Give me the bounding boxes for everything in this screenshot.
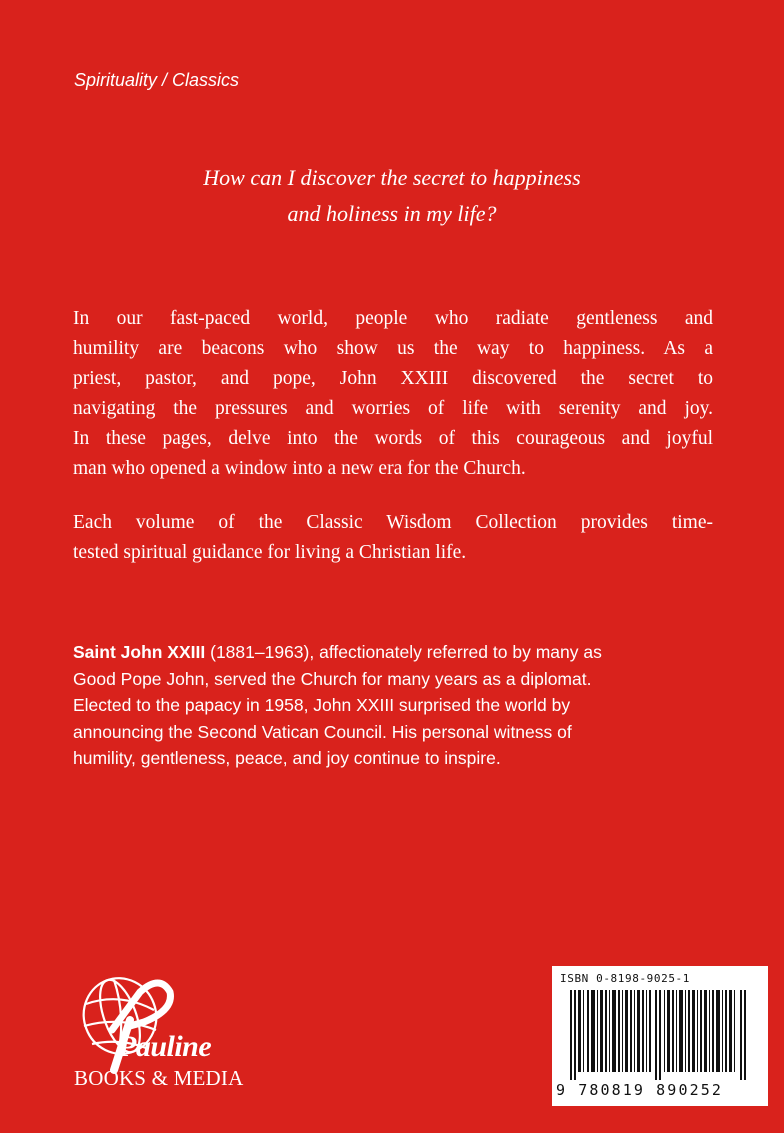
blurb-line: In these pages, delve into the words of this courageous and joyful [73, 428, 713, 449]
tagline-line-1: How can I discover the secret to happiness [203, 165, 581, 190]
bio-line: humility, gentleness, peace, and joy continue to inspire. [73, 748, 501, 768]
blurb-line: tested spiritual guidance for living a Christian life. [73, 542, 467, 563]
bio-line: announcing the Second Vatican Council. His personal witness of [73, 721, 572, 742]
author-name: Saint John XXIII [73, 642, 206, 662]
blurb-line: navigating the pressures and worries of life with serenity and joy. [73, 398, 713, 419]
isbn-label: ISBN 0-8198-9025-1 [560, 972, 691, 985]
bio-line: Elected to the papacy in 1958, John XXIII surprised the world by [73, 695, 571, 715]
bio-line: Good Pope John, served the Church for many years as a diplomat. [73, 668, 592, 689]
blurb-line: man who opened a window into a new era for the Church. [73, 458, 526, 479]
publisher-subline: BOOKS & MEDIA [74, 1066, 244, 1090]
author-bio [73, 639, 713, 772]
blurb-line: priest, pastor, and pope, John XXIII discovered the secret to [73, 368, 713, 389]
tagline-question [120, 160, 664, 232]
bio-line-rest: (1881–1963), affectionately referred to by many as [205, 642, 602, 662]
tagline-line-2: and holiness in my life? [287, 201, 497, 226]
isbn-digits: 9 780819 890252 [556, 1081, 723, 1099]
blurb-line: Each volume of the Classic Wisdom Collection provides time- [73, 512, 713, 533]
bio-line [73, 639, 713, 666]
blurb-paragraph-2 [73, 508, 713, 568]
barcode-bars-icon [560, 990, 760, 1080]
isbn-barcode [552, 966, 768, 1106]
blurb-line: In our fast-paced world, people who radiate gentleness and [73, 308, 713, 329]
category-label: Spirituality / Classics [74, 70, 240, 90]
blurb-line: humility are beacons who show us the way to happiness. As a [73, 338, 713, 359]
publisher-wordmark: Pauline [118, 1030, 212, 1063]
blurb-paragraph-1 [73, 304, 713, 484]
